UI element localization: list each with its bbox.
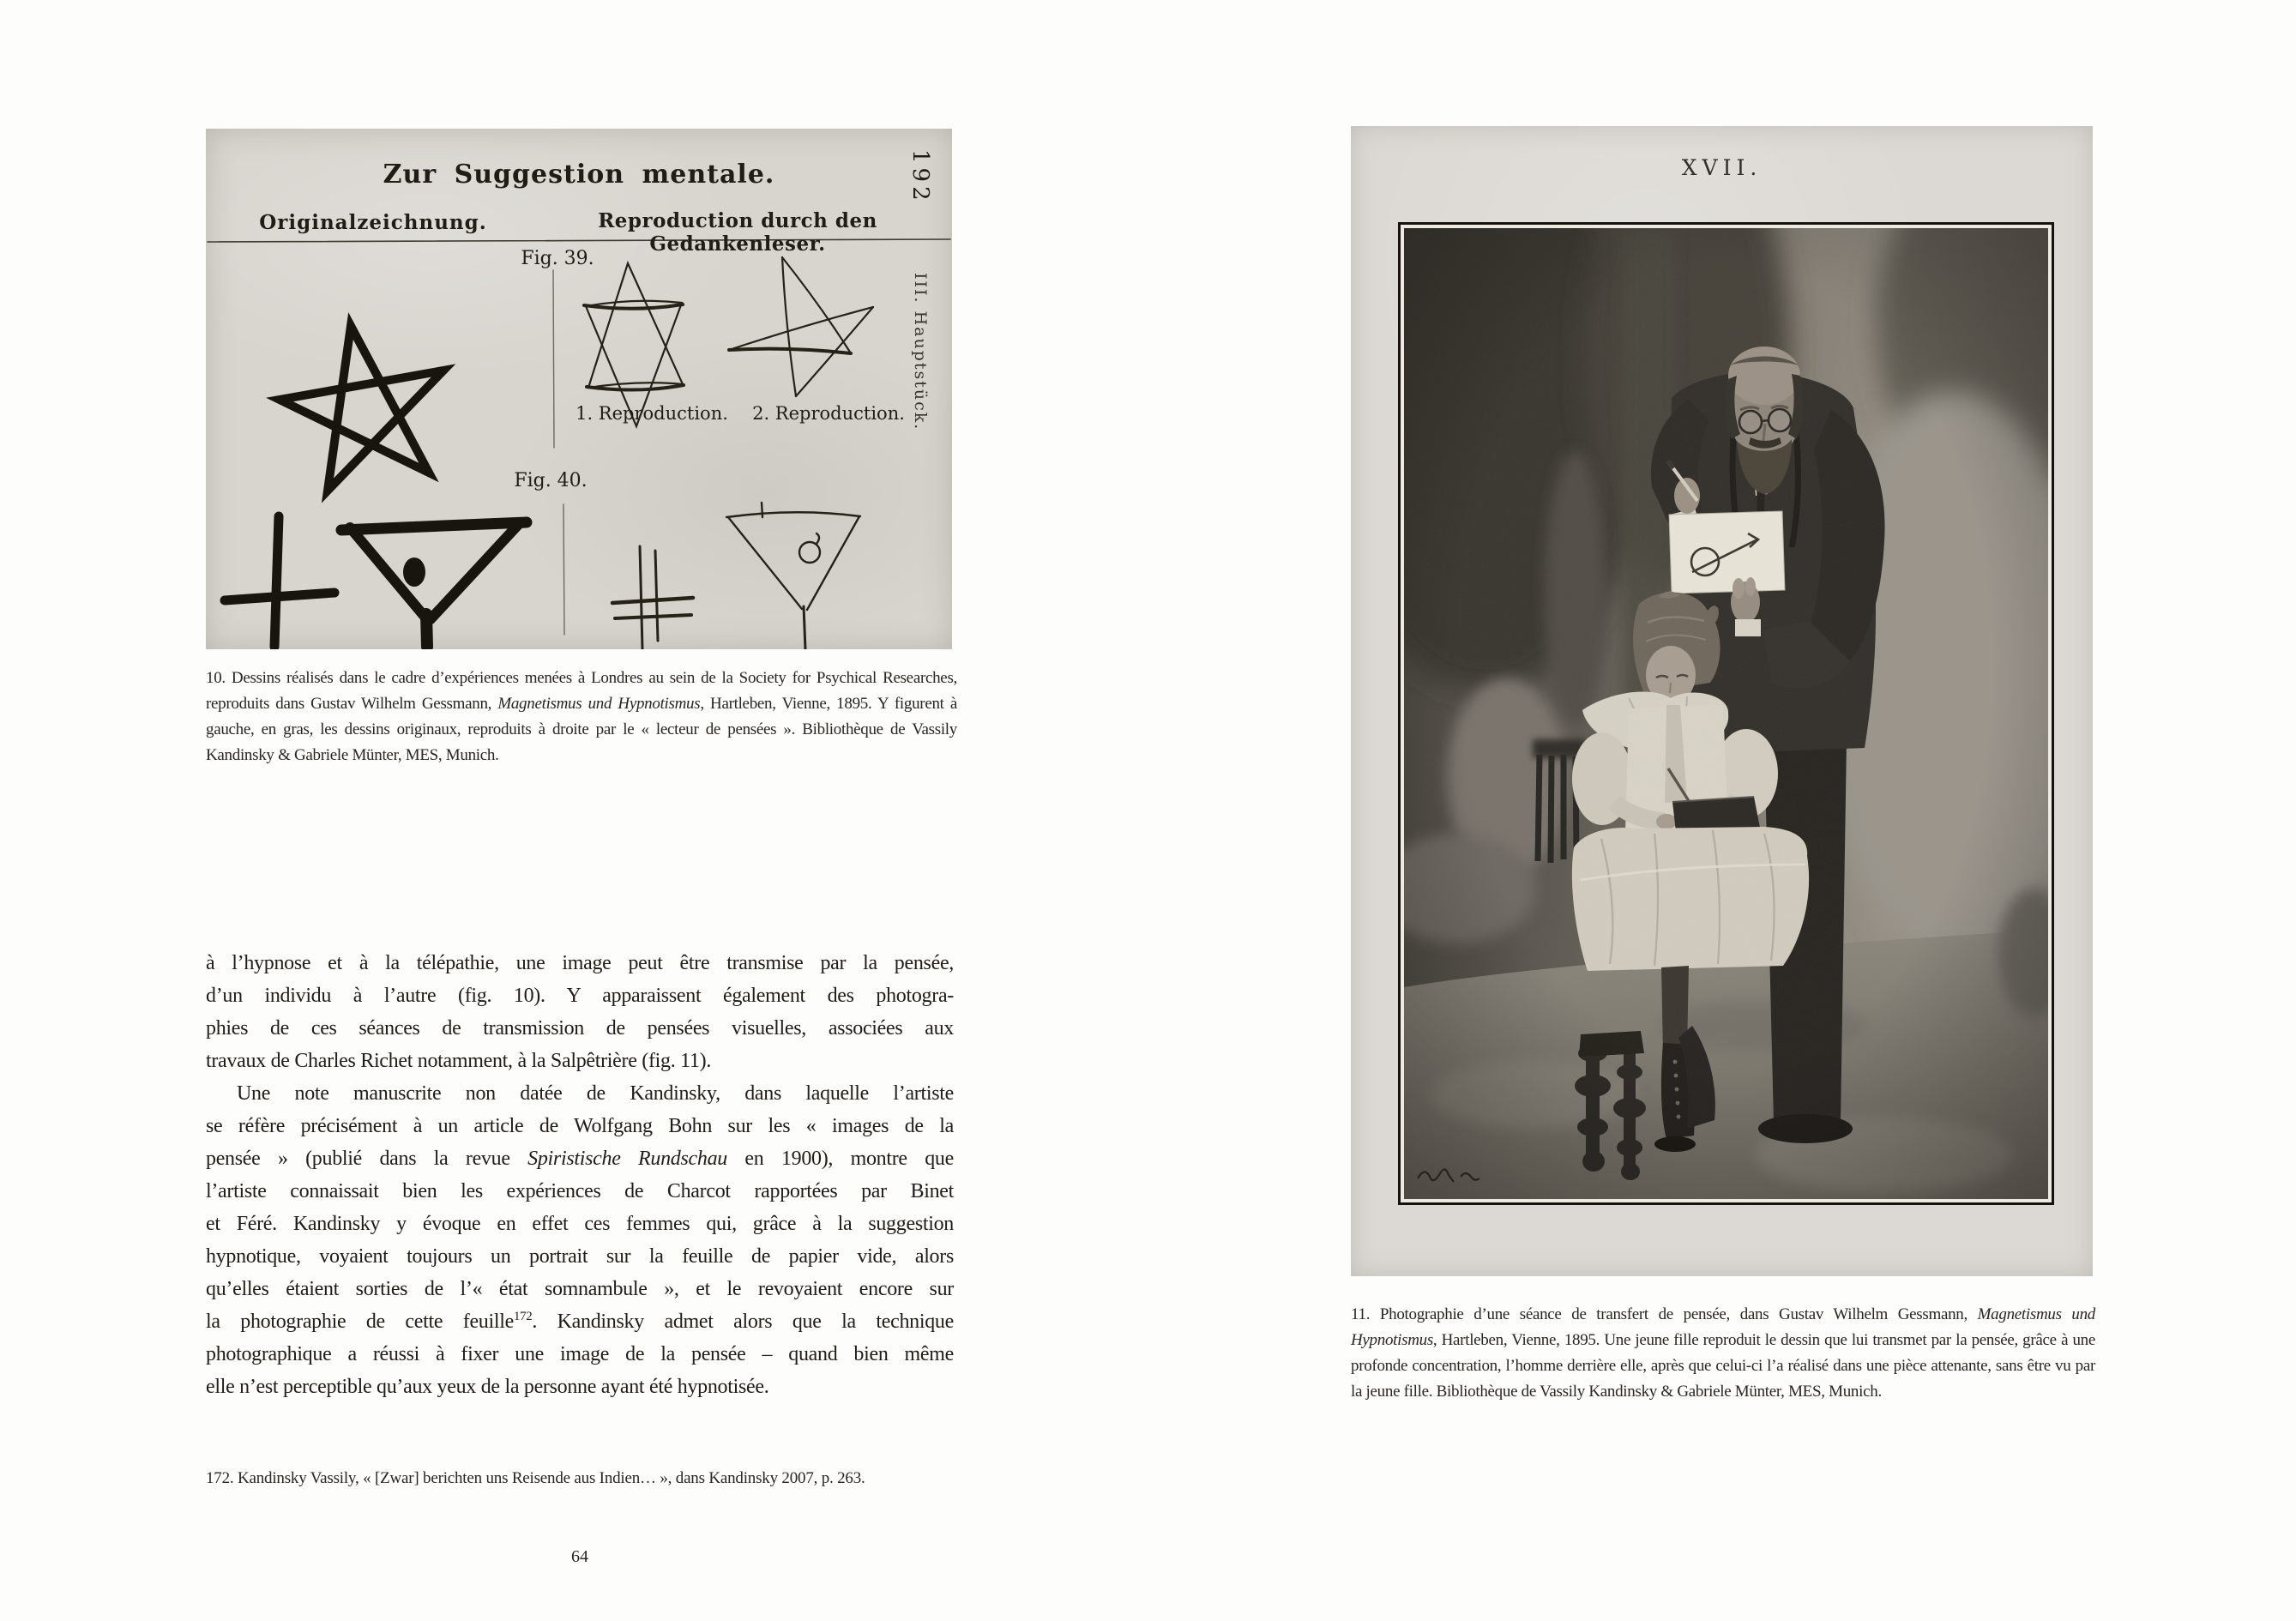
body-text-block [206, 947, 954, 1403]
body-text-line: phies de ces séances de transmission de pensées visuelles, associées aux [206, 1017, 954, 1039]
scan-margin-chapter-label: III. Hauptstück. [911, 273, 930, 431]
reproduction-1-label: 1. Reproduction. [576, 403, 728, 424]
reproduction-cross-hash-drawing [612, 546, 693, 649]
photo-vignette-overlay [1404, 228, 2048, 1199]
photo-frame [1398, 222, 2054, 1205]
figure-10-scanned-plate [206, 129, 952, 649]
body-text-line: à l’hypnose et à la télépathie, une image peut être transmise par la pensée, [206, 952, 954, 974]
figure-column-divider-top [553, 270, 554, 448]
body-text-line: d’un individu à l’autre (fig. 10). Y apparaissent également des photogra- [206, 985, 954, 1007]
body-text-line: pensée » (publié dans la revue Spiristische Rundschau en 1900), montre que [206, 1148, 954, 1170]
body-text-line: qu’elles étaient sorties de l’« état somnambule », et le revoyaient encore sur [206, 1278, 954, 1300]
plate-xvii-scanned-page [1351, 126, 2093, 1276]
reproduction-1-hexagram-drawing [584, 263, 684, 426]
body-text-line: la photographie de cette feuille$^{172}$. Kandinsky admet alors que la technique [206, 1310, 954, 1333]
plate-number-label: XVII. [1681, 155, 1763, 180]
reproduction-funnel-drawing [726, 503, 860, 649]
body-text-line: se réfère précisément à un article de Wolfgang Bohn sur les « images de la [206, 1115, 954, 1137]
body-text-line: l’artiste connaissait bien les expériences de Charcot rapportées par Binet [206, 1180, 954, 1202]
seance-photograph [1404, 228, 2048, 1199]
fig-40-label: Fig. 40. [514, 470, 588, 491]
footnote-172: 172. Kandinsky Vassily, « [Zwar] berichten uns Reisende aus Indien… », dans Kandinsky 2007, p. 263. [206, 1469, 865, 1487]
figure-10-drawings [206, 129, 952, 649]
body-text-line: photographique a réussi à fixer une image de la pensée – quand bien même [206, 1343, 954, 1365]
original-triangle-funnel-drawing [341, 522, 527, 647]
figure-11-caption: 11. Photographie d’une séance de transfert de pensée, dans Gustav Wilhelm Gessmann, Magnetismus und Hypnotismus, Hartleben, Vienne, 1895. Une jeune fille reproduit le dessin que lui transmet par la pensée, grâce à une profonde concentration, l’homme derrière elle, après que celui-ci l’a réalisé dans une pièce attenante, sans être vu par la jeune fille. Bibliothèque de Vassily Kandinsky & Gabriele Münter, MES, Munich. [1351, 1305, 2095, 1401]
figure-column-header-original: Originalzeichnung. [259, 211, 487, 234]
body-text-line: et Féré. Kandinsky y évoque en effet ces femmes qui, grâce à la suggestion [206, 1213, 954, 1235]
figure-column-header-reproduction: Reproduction durch den Gedankenleser. [598, 209, 877, 256]
page-number: 64 [571, 1547, 588, 1566]
fig-39-label: Fig. 39. [521, 248, 594, 269]
body-text-line: elle n’est perceptible qu’aux yeux de la personne ayant été hypnotisée. [206, 1376, 769, 1398]
original-pentagram-drawing [280, 326, 443, 491]
reproduction-2-label: 2. Reproduction. [752, 403, 905, 424]
scan-margin-page-number: 192 [907, 149, 933, 205]
figure-10-caption: 10. Dessins réalisés dans le cadre d’expériences menées à Londres au sein de la Society for Psychical Researches, reproduits dans Gustav Wilhelm Gessmann, Magnetismus und Hypnotismus, Hartleben, Vienne, 1895. Y figurent à gauche, en gras, les dessins originaux, reproduits à droite par le « lecteur de pensées ». Bibliothèque de Vassily Kandinsky & Gabriele Münter, MES, Munich. [206, 669, 957, 764]
figure-scan-title: Zur Suggestion mentale. [383, 160, 775, 190]
reproduction-2-star-drawing [729, 257, 873, 396]
figure-column-divider-bottom [563, 504, 564, 635]
body-text-line: hypnotique, voyaient toujours un portrait sur la feuille de papier vide, alors [206, 1245, 954, 1268]
body-text-line: Une note manuscrite non datée de Kandinsky, dans laquelle l’artiste [237, 1082, 954, 1105]
body-text-line: travaux de Charles Richet notamment, à la Salpêtrière (fig. 11). [206, 1050, 712, 1072]
original-cross-drawing [225, 516, 334, 647]
